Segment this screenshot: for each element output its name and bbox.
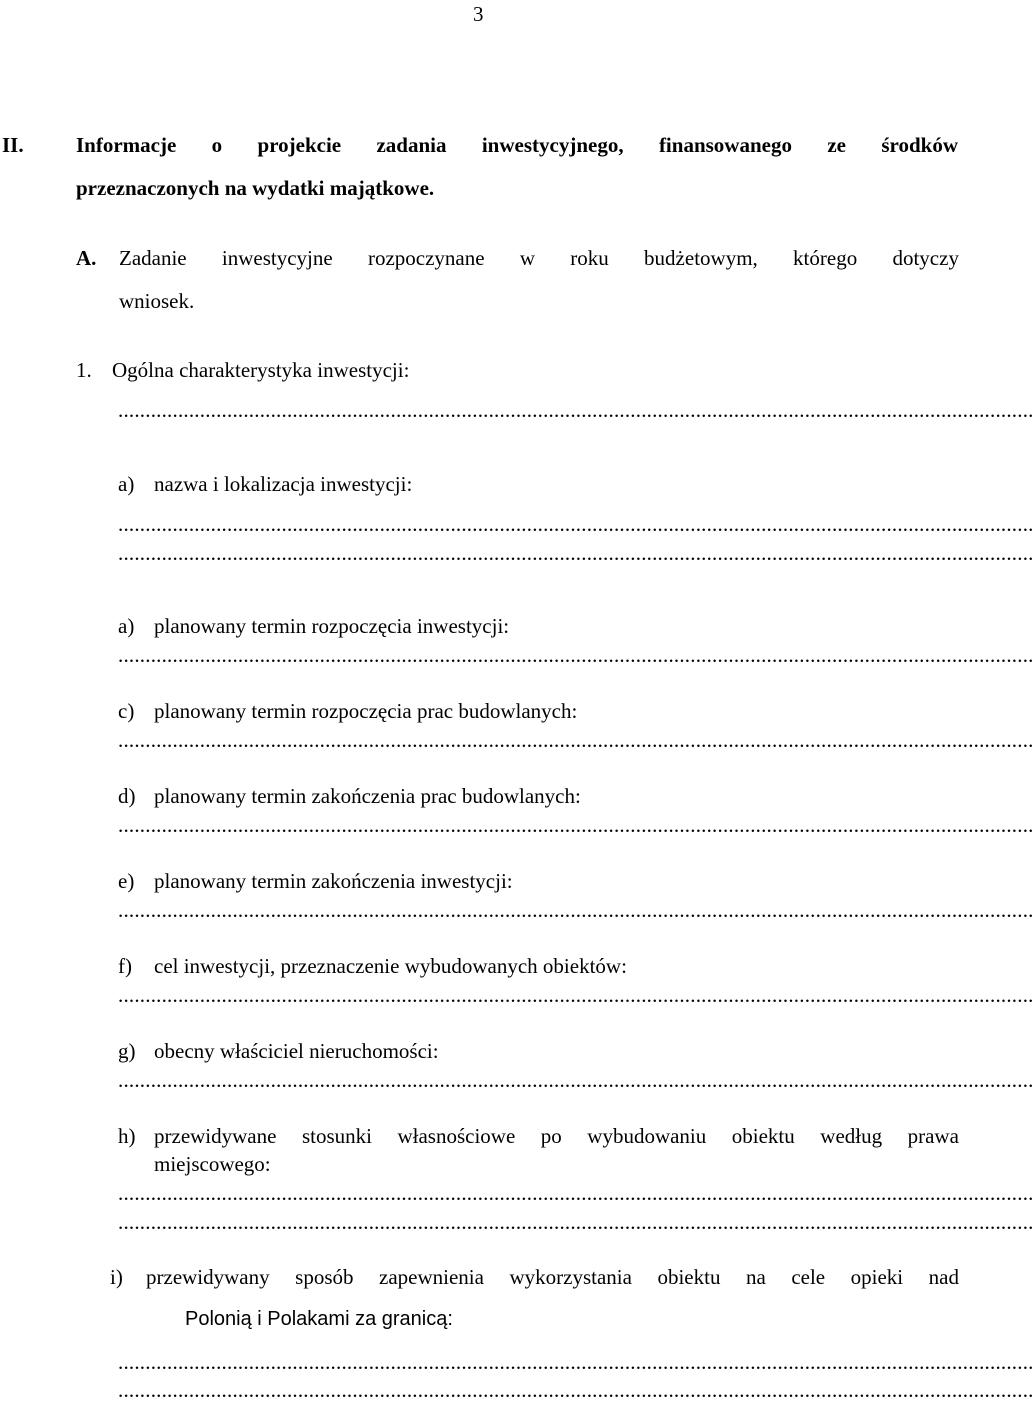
sub-word: dotyczy [892,246,959,270]
label-word: przewidywane [154,1124,277,1148]
item-marker: c) [118,699,135,723]
subsection-letter: A. [76,246,97,270]
label-word: obiektu [657,1265,721,1289]
answer-dotted-line[interactable]: ........................................................................................................................................................................ [118,898,1034,922]
answer-dotted-line[interactable]: ........................................................................................................................................................................ [118,1378,1034,1402]
answer-dotted-line[interactable]: ........................................................................................................................................................................ [118,813,1034,837]
item-label: cel inwestycji, przeznaczenie wybudowanych obiektów: [154,954,627,978]
subsection-title-line1 [119,246,959,270]
item-label-line2: miejscowego: [154,1152,271,1176]
label-word: opieki [850,1265,904,1289]
answer-dotted-line[interactable]: ........................................................................................................................................................................ [118,1181,1034,1205]
sub-word: budżetowym, [644,246,758,270]
label-word: po [540,1124,562,1148]
item-label: nazwa i lokalizacja inwestycji: [154,472,413,496]
label-word: sposób [295,1265,354,1289]
label-word: według [820,1124,883,1148]
title-word: środków [881,133,958,157]
item-label: obecny właściciel nieruchomości: [154,1039,439,1063]
sub-word: rozpoczynane [367,246,485,270]
item-label-line1 [154,1124,959,1148]
label-word: cele [791,1265,826,1289]
title-word: inwestycyjnego, [481,133,624,157]
sub-word: którego [793,246,858,270]
answer-dotted-line[interactable]: ........................................................................................................................................................................ [118,983,1034,1007]
label-word: wybudowaniu [587,1124,707,1148]
label-word: prawa [907,1124,959,1148]
item-marker: h) [118,1124,136,1148]
page-number: 3 [473,2,484,26]
sub-word: Zadanie [119,246,187,270]
item-marker: a) [118,472,135,496]
section-number: II. [2,133,24,157]
item-marker: e) [118,869,135,893]
item-label-line1 [146,1265,959,1289]
title-word: projekcie [257,133,342,157]
answer-dotted-line[interactable]: ........................................................................................................................................................................ [118,643,1034,667]
item1-number: 1. [76,358,92,382]
answer-dotted-line[interactable]: ........................................................................................................................................................................ [118,512,1034,536]
answer-dotted-line[interactable]: ........................................................................................................................................................................ [118,1210,1034,1234]
label-word: własnościowe [397,1124,516,1148]
item-label: planowany termin zakończenia prac budowlanych: [154,784,581,808]
title-word: finansowanego [658,133,792,157]
item-marker: d) [118,784,136,808]
item-label-line2: Polonią i Polakami za granicą: [185,1308,453,1330]
item-label: planowany termin zakończenia inwestycji: [154,869,513,893]
item-marker: a) [118,614,135,638]
title-word: Informacje [76,133,177,157]
subsection-title-line2: wniosek. [119,289,195,313]
item-marker: g) [118,1039,136,1063]
section-title-line1 [76,133,958,157]
answer-dotted-line[interactable]: ........................................................................................................................................................................ [118,398,1034,422]
item1-label: Ogólna charakterystyka inwestycji: [112,358,410,382]
sub-word: inwestycyjne [221,246,333,270]
answer-dotted-line[interactable]: ........................................................................................................................................................................ [118,541,1034,565]
answer-dotted-line[interactable]: ........................................................................................................................................................................ [118,1068,1034,1092]
title-word: ze [827,133,846,157]
label-word: nad [928,1265,959,1289]
label-word: przewidywany [146,1265,270,1289]
label-word: obiektu [731,1124,795,1148]
label-word: zapewnienia [379,1265,484,1289]
answer-dotted-line[interactable]: ........................................................................................................................................................................ [118,728,1034,752]
item-label: planowany termin rozpoczęcia prac budowlanych: [154,699,578,723]
title-word: zadania [376,133,447,157]
label-word: na [745,1265,766,1289]
section-title-line2: przeznaczonych na wydatki majątkowe. [76,176,435,200]
sub-word: w [519,246,536,270]
label-word: stosunki [301,1124,372,1148]
label-word: wykorzystania [509,1265,632,1289]
title-word: o [211,133,223,157]
sub-word: roku [570,246,609,270]
answer-dotted-line[interactable]: ........................................................................................................................................................................ [118,1350,1034,1374]
item-marker: f) [118,954,132,978]
item-marker: i) [110,1265,123,1289]
item-label: planowany termin rozpoczęcia inwestycji: [154,614,510,638]
